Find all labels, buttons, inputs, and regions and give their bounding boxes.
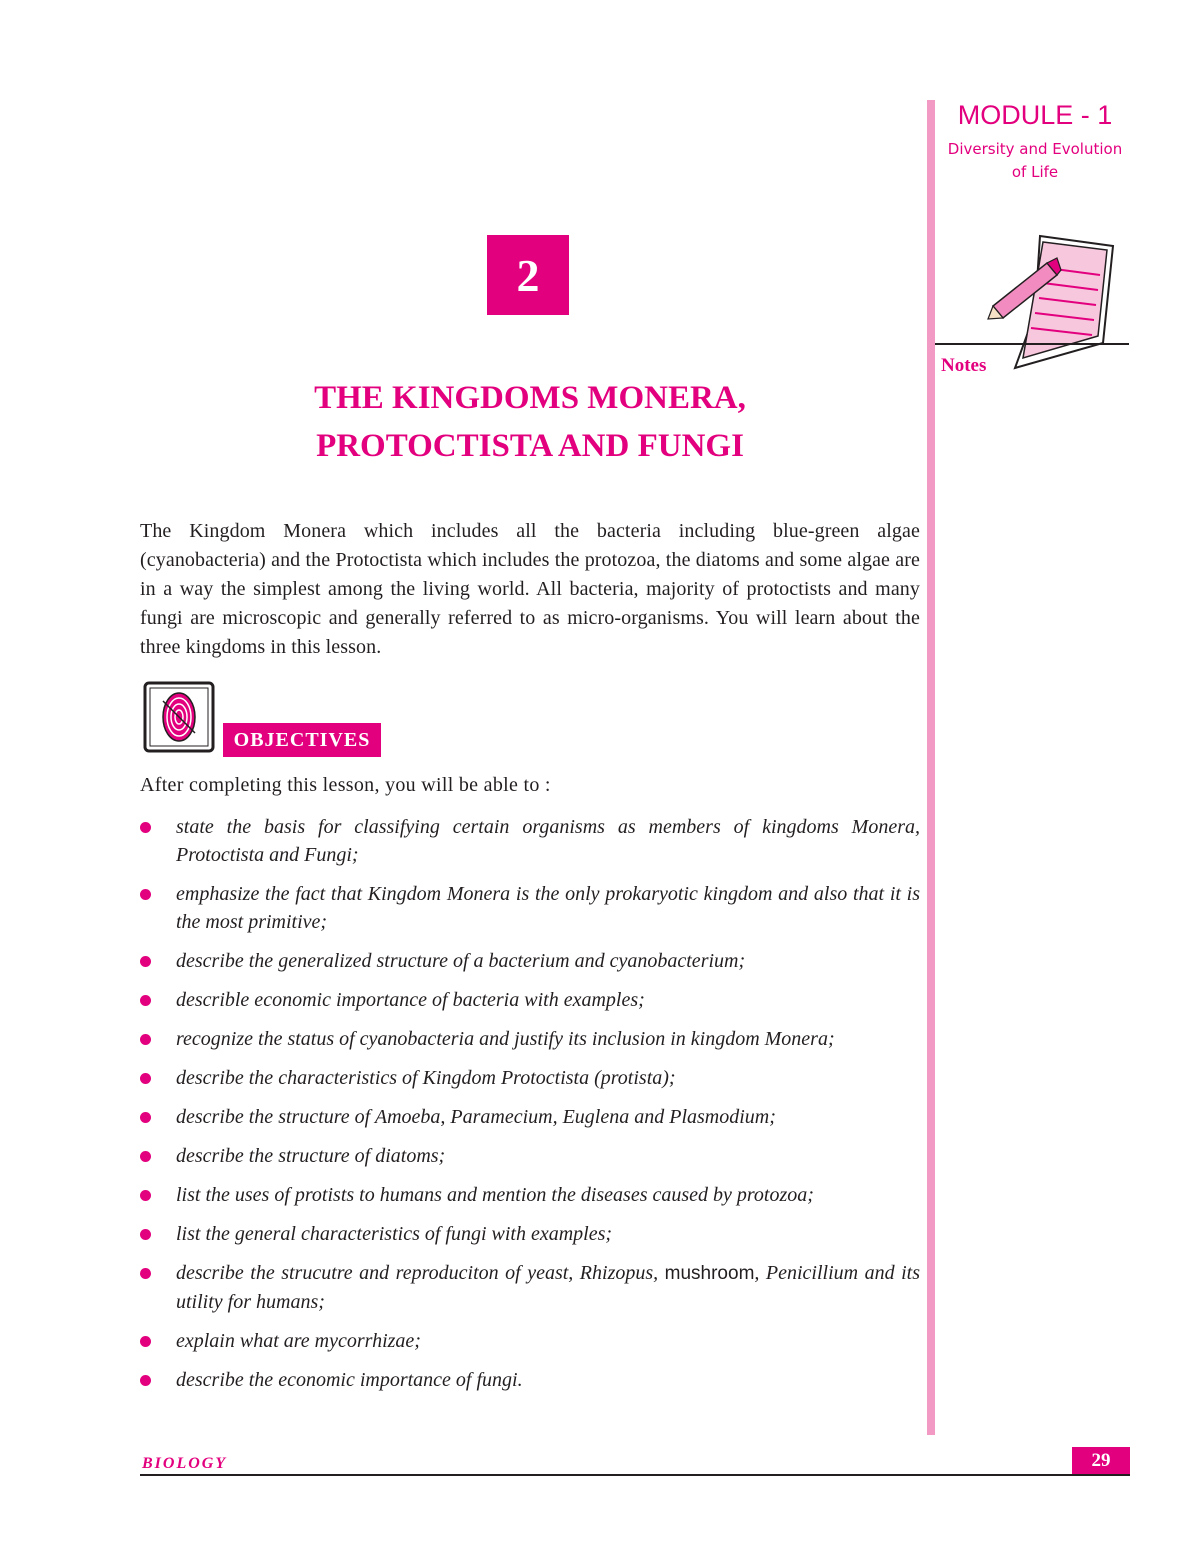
- bullet-icon: [140, 1112, 151, 1123]
- bullet-icon: [140, 1151, 151, 1162]
- list-item: [140, 1259, 920, 1316]
- objective-text: describe the economic importance of fungi.: [176, 1369, 523, 1391]
- bullet-icon: [140, 1336, 151, 1347]
- bullet-icon: [140, 1268, 151, 1279]
- chapter-number: 2: [487, 235, 569, 315]
- list-item: [140, 1064, 920, 1092]
- list-item: [140, 880, 920, 936]
- objective-text-part1: describe the strucutre and reproduciton of yeast, Rhizopus,: [176, 1262, 665, 1284]
- objective-text: emphasize the fact that Kingdom Monera is the only prokaryotic kingdom and also that it is the most primitive;: [176, 883, 920, 933]
- module-subtitle: [935, 138, 1135, 184]
- module-title: MODULE - 1: [957, 100, 1113, 130]
- objectives-label: OBJECTIVES: [223, 723, 381, 757]
- bullet-icon: [140, 1073, 151, 1084]
- objective-text: list the general characteristics of fungi with examples;: [176, 1223, 613, 1245]
- module-subtitle-line2: of Life: [1011, 163, 1059, 181]
- notes-rule: [935, 343, 1129, 345]
- objective-text: list the uses of protists to humans and mention the diseases caused by protozoa;: [176, 1184, 814, 1206]
- intro-paragraph: The Kingdom Monera which includes all the bacteria including blue-green algae (cyanobacteria) and the Protoctista which includes the protozoa, the diatoms and some algae are in a way the simplest among the living world. All bacteria, majority of protoctists and many fungi are microscopic and generally referred to as micro-organisms. You will learn about the three kingdoms in this lesson.: [140, 520, 920, 658]
- objective-text-upright: mushroom: [664, 1263, 755, 1284]
- bullet-icon: [140, 1375, 151, 1386]
- objective-text: describle economic importance of bacteria with examples;: [176, 989, 645, 1011]
- notes-pencil-icon: [985, 218, 1115, 378]
- objective-text: state the basis for classifying certain organisms as members of kingdoms Monera, Protoctista and Fungi;: [176, 816, 920, 866]
- objective-text: describe the structure of diatoms;: [176, 1145, 446, 1167]
- objective-text: describe the structure of Amoeba, Paramecium, Euglena and Plasmodium;: [176, 1106, 776, 1128]
- list-item: [140, 1103, 920, 1131]
- bullet-icon: [140, 995, 151, 1006]
- bullet-icon: [140, 1034, 151, 1045]
- list-item: [140, 1181, 920, 1209]
- footer-rule: [140, 1474, 1130, 1476]
- list-item: [140, 1220, 920, 1248]
- list-item: [140, 1142, 920, 1170]
- objective-text: describe the characteristics of Kingdom Protoctista (protista);: [176, 1067, 676, 1089]
- objective-text: describe the generalized structure of a bacterium and cyanobacterium;: [176, 950, 746, 972]
- objectives-intro: After completing this lesson, you will be able to :: [140, 774, 551, 796]
- list-item: [140, 1366, 920, 1394]
- list-item: [140, 947, 920, 975]
- list-item: [140, 813, 920, 869]
- chapter-title-line2: PROTOCTISTA AND FUNGI: [316, 428, 744, 464]
- list-item: [140, 1327, 920, 1355]
- list-item: [140, 986, 920, 1014]
- footer-subject: BIOLOGY: [142, 1455, 228, 1472]
- bullet-icon: [140, 1229, 151, 1240]
- bullet-icon: [140, 822, 151, 833]
- objectives-list: [140, 813, 920, 1405]
- objective-text: explain what are mycorrhizae;: [176, 1330, 421, 1352]
- bullet-icon: [140, 1190, 151, 1201]
- bullet-icon: [140, 889, 151, 900]
- notes-label: Notes: [941, 355, 987, 376]
- page-number: 29: [1072, 1447, 1130, 1474]
- objective-text: recognize the status of cyanobacteria and justify its inclusion in kingdom Monera;: [176, 1028, 835, 1050]
- chapter-title: [140, 374, 920, 470]
- module-subtitle-line1: Diversity and Evolution: [947, 140, 1123, 158]
- objective-text-part3: , Penicillium and its utility for humans;: [176, 1262, 920, 1313]
- chapter-title-line1: THE KINGDOMS MONERA,: [314, 380, 746, 416]
- objectives-target-icon: [143, 681, 215, 753]
- bullet-icon: [140, 956, 151, 967]
- list-item: [140, 1025, 920, 1053]
- margin-sidebar: [927, 100, 935, 1435]
